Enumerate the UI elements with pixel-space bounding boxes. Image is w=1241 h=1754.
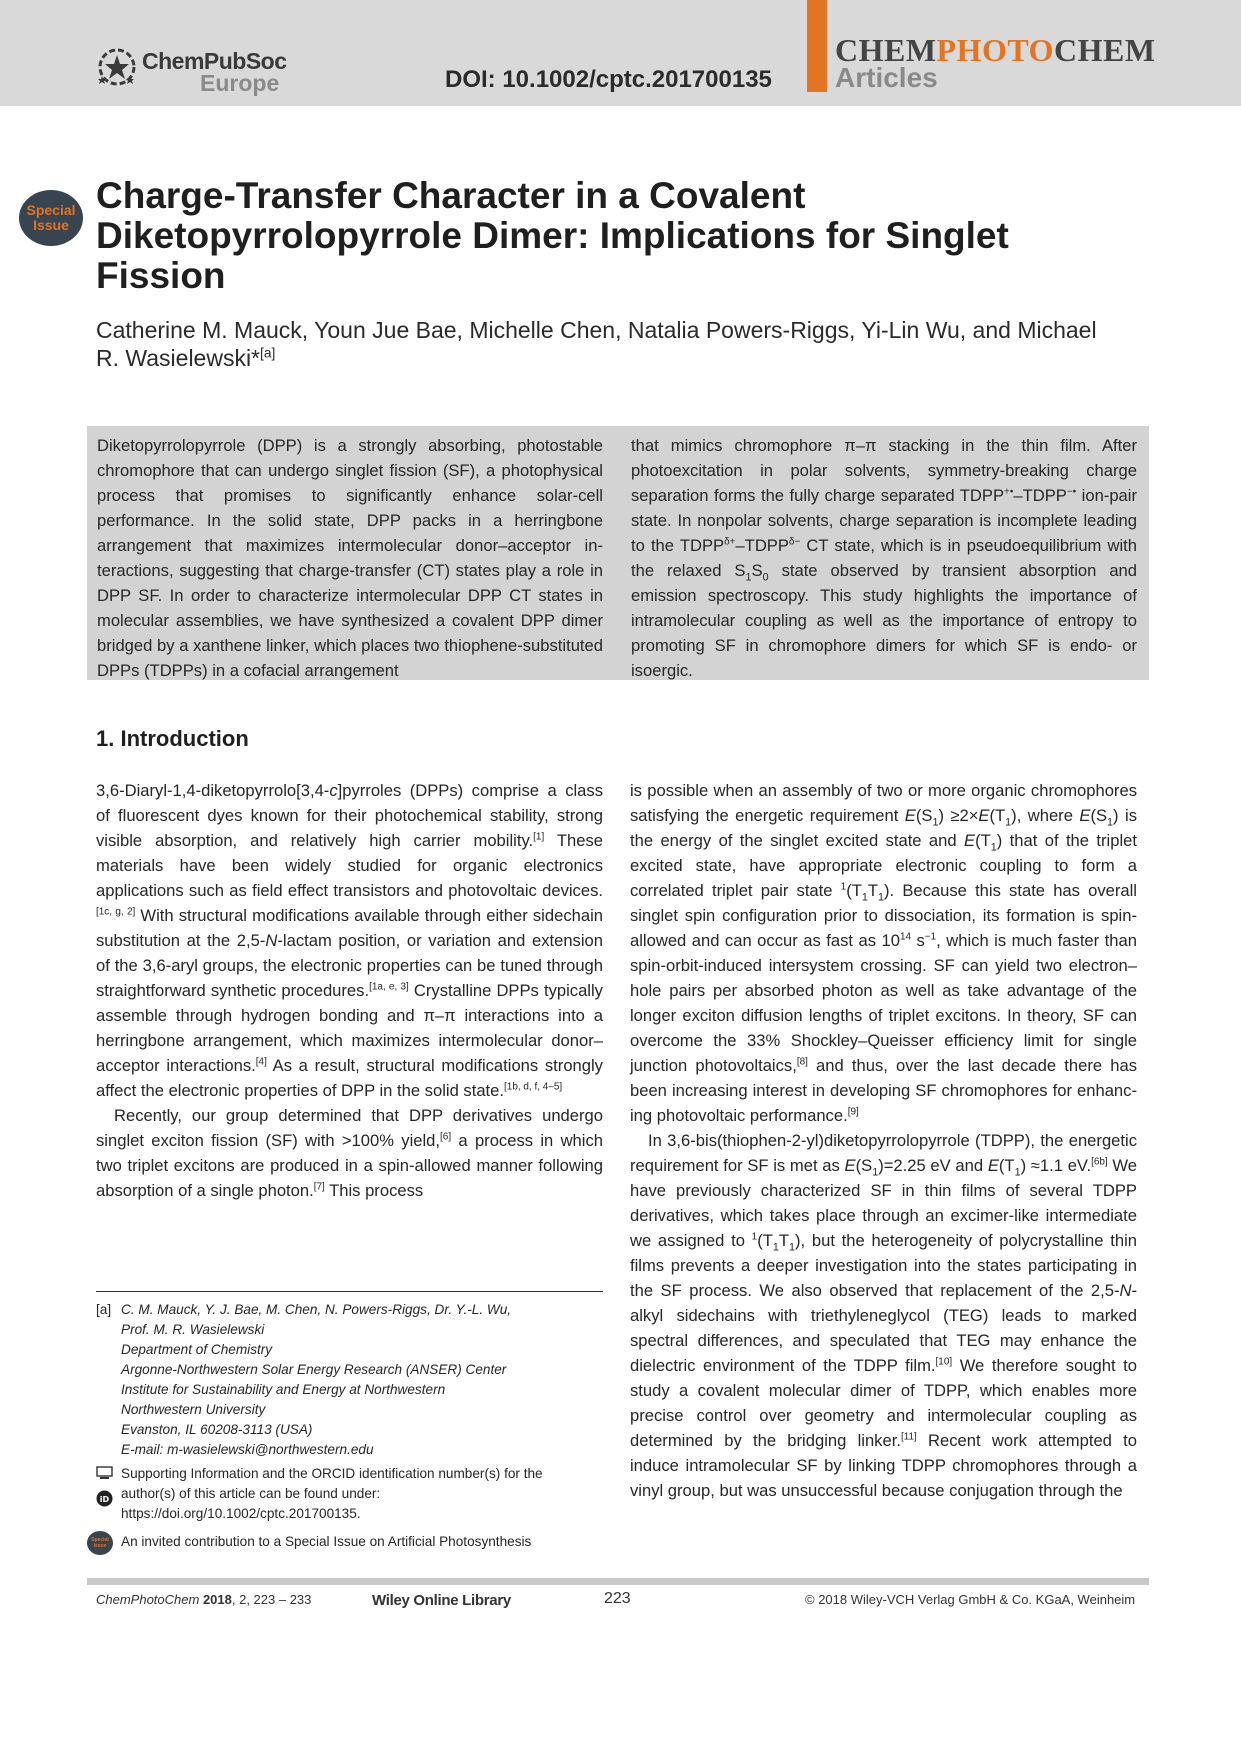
- citation-ref[interactable]: [8]: [796, 1056, 808, 1068]
- author-affiliation-marker[interactable]: [a]: [260, 345, 276, 361]
- affiliation-line: Institute for Sustainability and Energy at Northwestern: [121, 1382, 446, 1397]
- footer-journal-name: ChemPhotoChem: [96, 1592, 200, 1607]
- section-heading-introduction: 1. Introduction: [96, 726, 249, 751]
- affiliation-line: Evanston, IL 60208-3113 (USA): [121, 1422, 313, 1437]
- superscript: δ+: [724, 536, 736, 548]
- subscript: 1: [990, 841, 997, 854]
- abstract-text: S: [751, 561, 763, 580]
- body-text: (T: [846, 881, 862, 900]
- footer-copyright: © 2018 Wiley-VCH Verlag GmbH & Co. KGaA, Weinheim: [805, 1592, 1136, 1607]
- footer-citation: [96, 1592, 311, 1607]
- body-text-italic: N: [1119, 1281, 1132, 1300]
- body-text: ), where: [1011, 806, 1080, 825]
- abstract-box: [87, 426, 1149, 680]
- article-doi[interactable]: DOI: 10.1002/cptc.201700135: [445, 66, 772, 93]
- supporting-info-note: [96, 1464, 606, 1524]
- symbol-E: E: [1079, 806, 1091, 825]
- body-text: As a result, structural modifications strongly affect the electronic properties of DPP in the solid state.: [96, 1056, 603, 1100]
- body-text: Recent work attempted to induce intramolecular SF by linking TDPP chromophores through a vinyl group, but was unsuccessful because conjugation through the: [630, 1431, 1137, 1500]
- footer-pages: , 2, 223 – 233: [231, 1592, 312, 1607]
- publisher-logo[interactable]: [96, 46, 316, 94]
- affiliation-tag: [a]: [96, 1302, 112, 1317]
- orcid-icon: [96, 1490, 113, 1507]
- footnote-divider: [96, 1291, 603, 1292]
- body-text: With structural modifications available through either sidechain substitution at the 2,5-: [96, 906, 603, 950]
- body-column-left: [96, 778, 603, 1203]
- body-text: (T: [757, 1231, 773, 1250]
- publisher-name: ChemPubSoc: [142, 48, 287, 74]
- paragraph: [96, 778, 603, 1103]
- computer-icon: [96, 1466, 113, 1480]
- affiliation-line: Prof. M. R. Wasielewski: [121, 1322, 265, 1337]
- info-icons: [96, 1466, 114, 1507]
- supporting-info-text: [121, 1464, 606, 1524]
- body-text: Crystalline DPPs typically assemble through hydrogen bonding and π–π interactions into a herringbone arrangement, which maximizes intermolecular donor–acceptor interactions.: [96, 981, 603, 1075]
- abstract-text: ion-pair state. In nonpolar solvents, charge separation is incomplete leading to the TDPP: [631, 486, 1137, 555]
- body-column-right: [630, 778, 1137, 1503]
- citation-ref[interactable]: [10]: [935, 1356, 953, 1368]
- body-text: We therefore sought to study a covalent molecular dimer of TDPP, which enables more precise control over geometry and intermolecular coupling as determined by the bridging linker.: [630, 1356, 1138, 1450]
- wiley-online-library-link[interactable]: Wiley Online Library: [372, 1592, 511, 1609]
- citation-ref[interactable]: [1c, g, 2]: [96, 906, 136, 918]
- body-text: )=2.25 eV and: [878, 1156, 988, 1175]
- symbol-E: E: [904, 806, 916, 825]
- body-text: In 3,6-bis(thiophen-2-yl)diketopyrrolopyrrole (TDPP), the energetic requirement for SF is met as: [630, 1131, 1137, 1175]
- body-text: T: [867, 881, 879, 900]
- subscript: 1: [932, 816, 939, 829]
- citation-ref[interactable]: [6]: [440, 1131, 452, 1143]
- authors-text: Catherine M. Mauck, Youn Jue Bae, Michelle Chen, Natalia Powers-Riggs, Yi-Lin Wu, and Michael R. Wasielewski*: [96, 317, 1097, 371]
- subscript: 1: [878, 891, 885, 904]
- page-number: 223: [604, 1590, 631, 1607]
- body-text: Recently, our group determined that DPP derivatives undergo singlet exciton fission (SF) with >100% yield,: [96, 1106, 603, 1150]
- body-text: (S: [1090, 806, 1108, 825]
- subscript: 1: [745, 571, 752, 584]
- abstract-text: –TDPP: [735, 536, 789, 555]
- article-title: Charge-Transfer Character in a Covalent Diketopyrrolopyrrole Dimer: Implications for Singlet Fission: [96, 175, 1009, 296]
- paragraph: [96, 1103, 603, 1203]
- body-text: a process in which two triplet excitons are produced in a spin-allowed manner following absorption of a single photon.: [96, 1131, 603, 1200]
- invited-contribution-note: [91, 1532, 606, 1552]
- body-text: T: [778, 1231, 790, 1250]
- body-text: s: [911, 931, 925, 950]
- body-text-italic: c: [329, 781, 338, 800]
- paragraph: [630, 778, 1137, 1128]
- page-header: [0, 0, 1241, 106]
- journal-name-part2: PHOTO: [936, 32, 1055, 68]
- mini-badge-line1: Special: [91, 1537, 109, 1543]
- info-line: Supporting Information and the ORCID identification number(s) for the: [121, 1466, 543, 1481]
- affiliation-line: Department of Chemistry: [121, 1342, 273, 1357]
- citation-ref[interactable]: [6b]: [1091, 1156, 1108, 1168]
- body-text-italic: N: [265, 931, 278, 950]
- body-text: ) is the energy of the singlet excited state and: [630, 806, 1137, 850]
- special-issue-mini-badge: [87, 1531, 113, 1555]
- abstract-column-left: Diketopyrrolopyrrole (DPP) is a strongly absorbing, photostable chromophore that can undergo singlet fission (SF), a photophysical process that promises to significantly enhance solar-cell performance. In the solid state, DPP packs in a herringbone arrangement that maximizes intermolecular donor–acceptor interactions, suggesting that charge-transfer (CT) states play a role in DPP SF. In order to characterize intermolecular DPP CT states in molecular assemblies, we have synthesized a covalent DPP dimer bridged by a xanthene linker, which places two thiophene-substituted DPPs (TDPPs) in a cofacial arrangement: [97, 436, 603, 680]
- body-text: ) ≥2×: [938, 806, 979, 825]
- subscript: 1: [772, 1241, 779, 1254]
- superscript: +•: [1004, 486, 1014, 498]
- body-text: These materials have been widely studied for organic electronics applications such as field effect transistors and photovoltaic devices.: [96, 831, 603, 900]
- subscript: 1: [1005, 816, 1012, 829]
- superscript: −•: [1066, 486, 1077, 498]
- body-text: ). Because this state has overall singlet spin configuration prior to dissociation, its formation is spin-allowed and can occur as fast as 10: [630, 881, 1137, 950]
- body-text: 3,6-Diaryl-1,4-diketopyrrolo[3,4-: [96, 781, 330, 800]
- supporting-info-link[interactable]: https://doi.org/10.1002/cptc.201700135.: [121, 1506, 361, 1521]
- citation-ref[interactable]: [1a, e, 3]: [369, 981, 409, 993]
- superscript: −1: [924, 931, 937, 943]
- abstract-text: CT state, which is in pseudoequilibrium with the relaxed S: [631, 536, 1137, 580]
- subscript: 1: [872, 1166, 879, 1179]
- subscript: 1: [789, 1241, 796, 1254]
- subscript: 1: [1014, 1166, 1021, 1179]
- symbol-E: E: [987, 1156, 999, 1175]
- affiliation-line: Northwestern University: [121, 1402, 266, 1417]
- chempubsoc-star-icon: [96, 46, 138, 88]
- journal-name-part3: CHEM: [1054, 32, 1156, 68]
- citation-ref[interactable]: [4]: [255, 1056, 267, 1068]
- body-text: ), but the heterogeneity of polycrystalline thin films prevents a deeper investigation into the states participating in the SF process. We also observed that replacement of the 2,5-: [630, 1231, 1137, 1300]
- abstract-text: that mimics chromophore π–π stacking in the thin film. After photoexcitation in polar solvents, symmetry-breaking charge separation forms the fully charge separated TDPP: [631, 436, 1137, 505]
- affiliation-email[interactable]: E-mail: m-wasielewski@northwestern.edu: [121, 1442, 374, 1457]
- citation-ref[interactable]: [1b, d, f, 4–5]: [504, 1081, 563, 1093]
- body-text: , which is much faster than spin-orbit-induced intersystem crossing. SF can yield two electron–hole pairs per absorbed photon as well as take advantage of the longer exciton diffusion lengths of triplet excitons. In theory, SF can overcome the 33% Shockley–Queisser efficiency limit for single junction photovoltaics,: [630, 931, 1137, 1075]
- subscript: 0: [762, 571, 769, 584]
- author-list: [96, 316, 1116, 372]
- body-text: (T: [989, 806, 1006, 825]
- superscript: 1: [840, 881, 847, 893]
- badge-line1: Special: [26, 202, 76, 218]
- body-text: ) ≈1.1 eV.: [1020, 1156, 1092, 1175]
- citation-ref[interactable]: [1]: [533, 831, 545, 843]
- mini-badge-line2: Issue: [93, 1543, 107, 1549]
- body-text: ]pyrroles (DPPs) comprise a class of fluorescent dyes known for their photochemical stability, strong visible absorption, and relatively high carrier mobility.: [96, 781, 603, 850]
- invited-text: An invited contribution to a Special Issue on Artificial Photosynthesis: [121, 1534, 532, 1549]
- citation-ref[interactable]: [11]: [900, 1431, 917, 1443]
- article-type: Articles: [835, 62, 938, 93]
- body-text: (S: [855, 1156, 873, 1175]
- superscript: 1: [751, 1231, 758, 1243]
- subscript: 1: [1107, 816, 1114, 829]
- accent-bar: [807, 0, 827, 92]
- body-text: (T: [998, 1156, 1015, 1175]
- abstract-column-right: [631, 433, 1137, 683]
- symbol-E: E: [978, 806, 990, 825]
- body-text: -lactam position, or variation and extension of the 3,6-aryl groups, the electronic properties can be tuned through straightforward synthetic procedures.: [96, 931, 604, 1000]
- badge-line2: Issue: [33, 217, 69, 233]
- body-text: and thus, over the last decade there has been increasing interest in developing SF chromophores for enhancing photovoltaic performance.: [630, 1056, 1137, 1125]
- body-text: (S: [915, 806, 933, 825]
- info-line: author(s) of this article can be found under:: [121, 1486, 381, 1501]
- symbol-E: E: [844, 1156, 856, 1175]
- symbol-E: E: [964, 831, 976, 850]
- body-text: -alkyl sidechains with triethyleneglycol (TEG) leads to marked spectral differences, and speculated that TEG may enhance the dielectric environment of the TDPP film.: [630, 1281, 1137, 1375]
- svg-text:iD: iD: [99, 1495, 110, 1504]
- abstract-text: state observed by transient absorption and emission spectroscopy. This study highlights the importance of intramolecular coupling as well as the importance of entropy to promoting SF in chromophore dimers for which SF is endo- or isoergic.: [631, 561, 1138, 680]
- body-text: (T: [975, 831, 991, 850]
- citation-ref[interactable]: [7]: [313, 1181, 325, 1193]
- body-text: is possible when an assembly of two or more organic chromophores satisfying the energetic requirement: [630, 781, 1137, 825]
- affiliation-footnote: [96, 1300, 606, 1460]
- citation-ref[interactable]: [9]: [847, 1106, 859, 1118]
- superscript: 14: [899, 931, 912, 943]
- publisher-region: Europe: [200, 70, 280, 96]
- footer-year: 2018: [202, 1592, 232, 1607]
- superscript: δ−: [788, 536, 801, 548]
- journal-name-part1: CHEM: [835, 32, 937, 68]
- paragraph: [630, 1128, 1137, 1503]
- body-text: We have previously characterized SF in thin films of several TDPP derivatives, which takes place through an excimer-like intermediate we assigned to: [630, 1156, 1137, 1250]
- affiliation-line: C. M. Mauck, Y. J. Bae, M. Chen, N. Powers-Riggs, Dr. Y.-L. Wu,: [121, 1302, 512, 1317]
- subscript: 1: [861, 891, 868, 904]
- affiliation-body: [121, 1300, 606, 1460]
- body-text: This process: [324, 1181, 424, 1200]
- footer-divider: [87, 1578, 1149, 1585]
- special-issue-badge[interactable]: [19, 190, 83, 246]
- body-text: ) that of the triplet excited state, have appropriate electronic coupling to form a correlated triplet pair state: [630, 831, 1137, 900]
- abstract-text: –TDPP: [1013, 486, 1067, 505]
- affiliation-line: Argonne-Northwestern Solar Energy Research (ANSER) Center: [121, 1362, 507, 1377]
